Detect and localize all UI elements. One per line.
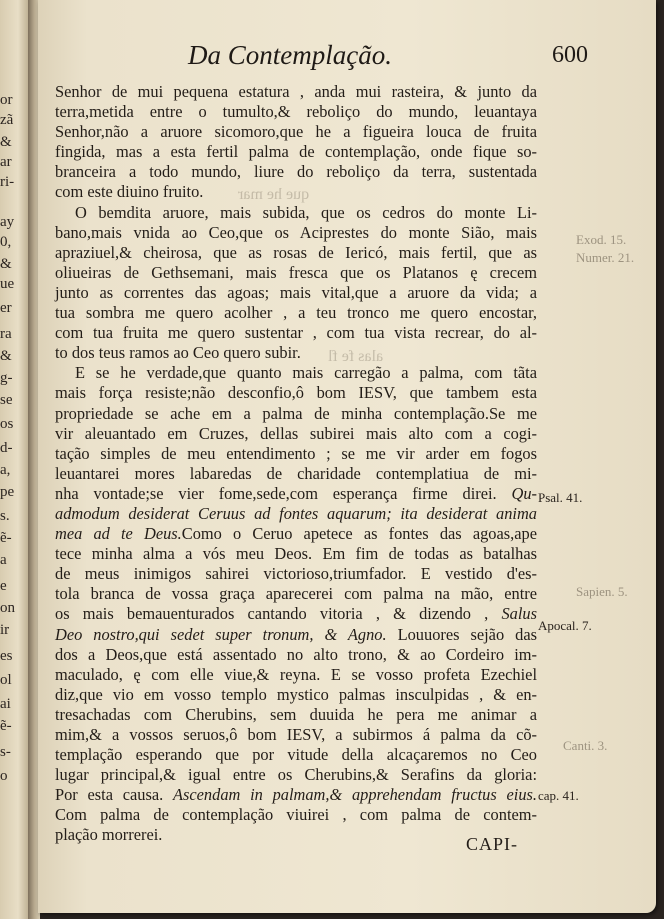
- facing-page-fragment: s.: [0, 508, 10, 524]
- text-line: tola branca de vossa graça aparecerei com palma na mão, entre: [55, 584, 537, 604]
- facing-page-fragment: g-: [0, 370, 13, 386]
- text-line: de meus inimigos sahirei victorioso,triumfador. E vestido d'es-: [55, 564, 537, 584]
- text-line: dos a Deos,que está assentado no alto trono, & ao Cordeiro im-: [55, 644, 537, 664]
- facing-page-fragment: or: [0, 92, 13, 108]
- text-line: tece minha alma a vós meu Deos. Em fim de todas as batalhas: [55, 544, 537, 564]
- catchword: CAPI-: [466, 834, 519, 854]
- text-segment: Por esta causa.: [55, 785, 164, 805]
- text-line: [55, 625, 537, 645]
- text-line: branceira a todo mundo, liure do reboliço da terra, sustentada: [55, 162, 537, 182]
- facing-page-fragment: a,: [0, 462, 11, 478]
- text-line: diz,que vio em vosso templo mystico palmas insculpidas , & en-: [55, 684, 537, 704]
- text-line: terra,metida entre o tumulto,& reboliço do mundo, leuantaya: [55, 102, 537, 122]
- text-line: mais força resiste;não desconfio,ô bom IESV, que tambem esta: [55, 383, 537, 403]
- facing-page-fragment: zã: [0, 112, 14, 128]
- margin-note-cap: cap. 41.: [538, 788, 579, 803]
- facing-page-fragment: ay: [0, 214, 15, 230]
- show-through-text: que he mar: [238, 186, 310, 203]
- facing-page-fragment: 0,: [0, 234, 12, 250]
- text-line: Senhor,não a aruore sicomoro,que he a figueira louca de fruita: [55, 122, 537, 142]
- facing-page-fragment: d-: [0, 440, 13, 456]
- facing-page-fragment: on: [0, 600, 15, 616]
- facing-page-fragment: a: [0, 552, 7, 568]
- facing-page-fragment: os: [0, 416, 14, 432]
- text-line: plação morrerei.: [55, 825, 163, 845]
- running-title: Da Contemplação.: [188, 40, 392, 70]
- text-segment: Como o Ceruo apetece as fontes das agoas,ape: [181, 524, 537, 544]
- text-line: com tua fruita me quero sustentar , com tua vista recrear, do al-: [55, 323, 537, 343]
- text-line: Com palma de contemplação viuirei , com palma de contem-: [55, 805, 537, 825]
- facing-page-fragment: ẽ-: [0, 530, 12, 546]
- facing-page-fragment: ẽ-: [0, 718, 12, 734]
- facing-page-fragment: ra: [0, 326, 12, 342]
- latin-quote: Deo nostro,qui sedet super tronum, & Agno.: [55, 624, 387, 644]
- latin-quote-line: admodum desiderat Ceruus ad fontes aquarum; ita desiderat anima: [55, 503, 537, 523]
- text-line: com este diuino fruito.: [55, 182, 204, 202]
- facing-page-fragment: s-: [0, 744, 11, 760]
- margin-note-exod: Exod. 15.: [576, 232, 627, 247]
- text-line: apraziuel,& cheirosa, que as rosas de Iericó, mais fertil, que as: [55, 242, 537, 262]
- facing-page-fragment: e: [0, 578, 7, 594]
- text-line: junto as correntes das agoas; mais vital,que a aruore da vida; a: [55, 282, 537, 302]
- text-line: O bemdita aruore, mais subida, que os cedros do monte Li-: [75, 202, 537, 222]
- text-line: templação esperando que por vitude della alcaçaremos no Ceo: [55, 745, 537, 765]
- facing-page-fragment: er: [0, 300, 12, 316]
- running-head: [188, 40, 588, 72]
- facing-page-fragment: ri-: [0, 174, 15, 190]
- show-through-text: alas fe fl: [328, 348, 384, 365]
- facing-page-fragment: &: [0, 134, 12, 150]
- facing-page-fragment: o: [0, 768, 8, 784]
- latin-quote: mea ad te Deus.: [55, 524, 182, 544]
- margin-note-sapien: Sapien. 5.: [576, 584, 628, 599]
- margin-note-numer: Numer. 21.: [576, 250, 635, 265]
- book-page: [38, 0, 656, 913]
- text-line: maculado, ę com elle viue,& reyna. E se vosso profeta Ezechiel: [55, 664, 537, 684]
- text-line: lugar principal,& igual entre os Cherubins,& Serafins da gloria:: [55, 765, 537, 785]
- latin-quote: Salus: [501, 604, 537, 624]
- facing-page-fragment: es: [0, 648, 13, 664]
- text-line: leuantarei mores labaredas de charidade contemplatiua de mi-: [55, 463, 537, 483]
- latin-quote: Ascendam in palmam,& apprehendam fructus eius.: [172, 785, 537, 805]
- text-line: bano,mais vnida ao Ceo,que os Aciprestes do monte Sião, mais: [55, 222, 537, 242]
- facing-page-fragment: ai: [0, 696, 11, 712]
- text-line: [55, 604, 537, 624]
- latin-quote: Qu-: [511, 483, 537, 503]
- text-line: vir aleuantado em Cruzes, dellas subirei mais alto com a cogi-: [55, 423, 537, 443]
- facing-page-fragment: pe: [0, 484, 15, 500]
- page-number: 600: [552, 42, 588, 68]
- text-line: E se he verdade,que quanto mais carregão a palma, com tãta: [75, 363, 537, 383]
- facing-page-fragment: &: [0, 348, 12, 364]
- facing-page-fragment: ar: [0, 154, 12, 170]
- margin-note-apocal: Apocal. 7.: [538, 618, 592, 633]
- facing-page-fragment: &: [0, 256, 12, 272]
- text-line: tação simples de meu entendimento ; se me vir arder em fogos: [55, 443, 537, 463]
- main-text: [55, 82, 537, 846]
- text-line: propriedade se ache em a palma de minha contemplação.Se me: [55, 403, 537, 423]
- text-line: tresachadas com Cherubins, sem duuida he pera me animar a: [55, 704, 537, 724]
- text-line: [55, 484, 537, 504]
- text-line: [55, 524, 537, 544]
- text-segment: nha vontade;se vier fome,sede,com esperança firme direi.: [55, 483, 497, 503]
- text-line: mim,& a vossos seruos,ô bom IESV, a subirmos á palma da cõ-: [55, 725, 537, 744]
- margin-note-psal: Psal. 41.: [538, 490, 583, 505]
- text-line: oliueiras de Gethsemani, mais fresca que os Platanos ę crecem: [55, 262, 537, 282]
- facing-page-fragment: ol: [0, 672, 12, 688]
- text-segment: os mais bemauenturados cantando vitoria , & dizendo ,: [55, 604, 489, 624]
- text-line: to dos teus ramos ao Ceo quero subir.: [55, 343, 301, 363]
- facing-page-fragment: ir: [0, 622, 10, 638]
- margin-note-cant: Canti. 3.: [563, 738, 608, 753]
- facing-page-fragment: ue: [0, 276, 15, 292]
- facing-page-fragment: se: [0, 392, 13, 408]
- text-line: Senhor de mui pequena estatura , anda mui rasteira, & junto da: [55, 82, 537, 101]
- text-line: tua sombra me quero acolher , a teu tronco me quero encostar,: [55, 303, 537, 323]
- text-segment: Louuores sejão das: [397, 624, 537, 644]
- facing-page-edge: [0, 0, 30, 919]
- text-line: fingida, mas a esta fertil palma de contemplação, onde fique so-: [55, 142, 537, 162]
- text-line: [55, 785, 537, 805]
